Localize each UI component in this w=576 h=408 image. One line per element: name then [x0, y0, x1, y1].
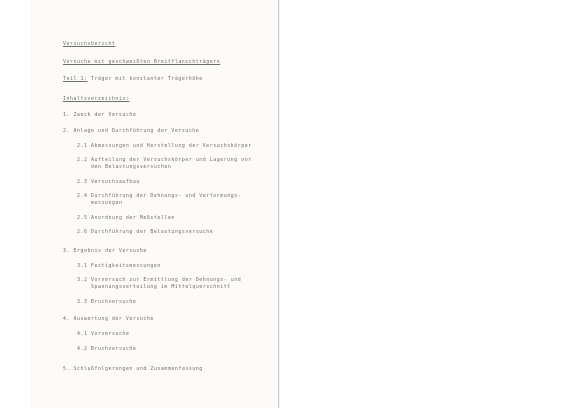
toc-entry: 2.1 Abmessungen und Herstellung der Versuchskörper — [77, 143, 252, 149]
report-part — [63, 76, 203, 83]
toc-entry: 4.2 Bruchversuche — [77, 346, 137, 352]
toc-entry: 3. Ergebnis der Versuche — [63, 248, 147, 254]
toc-entry: 2. Anlage und Durchführung der Versuche — [63, 128, 200, 134]
toc-entry: 4. Auswertung der Versuche — [63, 316, 154, 322]
report-title — [63, 59, 220, 66]
page-edge-shadow — [278, 0, 280, 408]
toc-heading: Inhaltsverzeichnis: — [63, 96, 130, 102]
toc-entry: 2.5 Anordnung der Meßstellen — [77, 215, 175, 221]
part-label: Teil 1: — [63, 76, 88, 82]
part-text: Träger mit konstanter Trägerhöhe — [90, 76, 203, 82]
toc-entry-continuation: messungen — [91, 200, 123, 206]
toc-entry-continuation: den Belastungsversuchen — [91, 164, 172, 170]
toc-entry: 2.6 Durchführung der Belastungsversuche — [77, 229, 214, 235]
toc-entry: 4.1 Vorversuche — [77, 331, 130, 337]
toc-entry: 5. Schlußfolgerungen und Zusammenfassung — [63, 366, 203, 372]
report-header: Versuchsbericht — [63, 41, 116, 47]
toc-entry: 3.1 Festigkeitsmessungen — [77, 263, 161, 269]
document-page — [32, 0, 279, 408]
toc-entry: 2.2 Aufteilung der Versuchskörper und Lagerung vor — [77, 157, 252, 163]
toc-entry: 1. Zweck der Versuche — [63, 112, 137, 118]
toc-entry: 2.4 Durchführung der Dehnungs- und Verformungs- — [77, 193, 242, 199]
toc-entry: 2.3 Versuchsaufbau — [77, 179, 140, 185]
report-title-text: Versuche mit geschweißten Breitflanschträgern — [63, 59, 221, 65]
toc-entry: 3.3 Bruchversuche — [77, 299, 137, 305]
toc-entry: 3.2 Vorversuch zur Ermittlung der Dehnungs- und — [77, 277, 242, 283]
toc-entry-continuation: Spannungsverteilung im Mittelquerschnitt — [91, 284, 231, 290]
